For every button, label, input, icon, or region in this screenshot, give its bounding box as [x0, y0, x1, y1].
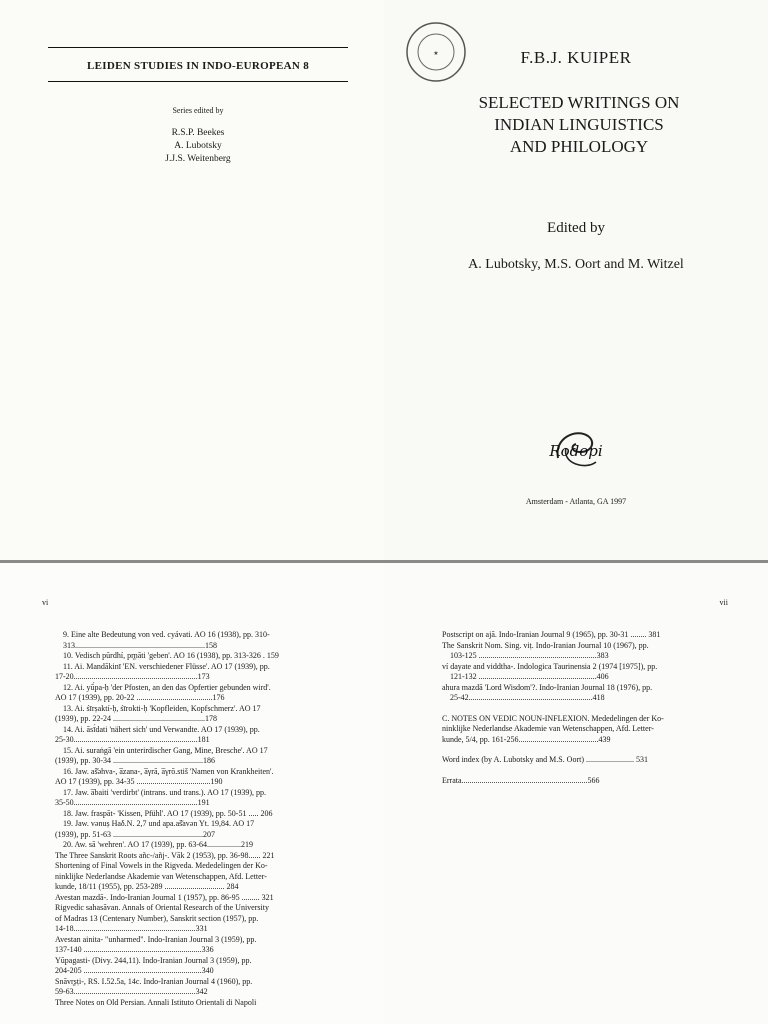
- toc-entry: 25-30..............................................................181: [55, 735, 210, 744]
- svg-text:Rodopi: Rodopi: [549, 442, 603, 460]
- toc-entry: (1939), pp. 22-24 ..............................................178: [55, 714, 217, 723]
- toc-entry: Postscript on ajā. Indo-Iranian Journal 9 (1965), pp. 30-31 ........ 381: [442, 630, 661, 639]
- toc-entry: [442, 745, 727, 755]
- toc-entry: [442, 704, 727, 714]
- series-edited-by: Series edited by: [172, 106, 224, 115]
- toc-entry: 18. Jaw. fraspāt- 'Kissen, Pfühl'. AO 17 (1939), pp. 50-51 ..... 206: [63, 808, 273, 818]
- edited-by-label: Edited by: [547, 220, 605, 236]
- toc-entry: of Madras 13 (Centenary Number), Sanskrit section (1957), pp.: [55, 913, 259, 923]
- toc-entry: 20. Aw. sā 'wehren'. AO 17 (1939), pp. 63-64.................219: [63, 840, 254, 849]
- toc-entry: 12. Ai. yū́pa-ḥ 'der Pfosten, an den das Opfertier gebunden wird'.: [63, 682, 271, 692]
- series-title: LEIDEN STUDIES IN INDO-EUROPEAN 8: [87, 60, 309, 72]
- toc-entry: 313.................................................................158: [63, 640, 217, 650]
- toc-entry: kunde, 18/11 (1955), pp. 253-289 .............................. 284: [55, 882, 239, 891]
- toc-entry: AO 17 (1939), pp. 20-22 ......................................176: [55, 693, 225, 702]
- toc-entry: 137-140 ...........................................................336: [55, 945, 214, 954]
- series-editor: J.J.S. Weitenberg: [165, 154, 231, 164]
- toc-entry: 14. Ai. āsī́dati 'nähert sich' und Verwandte. AO 17 (1939), pp.: [63, 724, 260, 734]
- toc-entry: Yūpagasti- (Divy. 244,11). Indo-Iranian Journal 3 (1959), pp.: [55, 955, 252, 965]
- toc-entry: 11. Ai. Mandākinī 'EN. verschiedener Flüsse'. AO 17 (1939), pp.: [63, 661, 270, 671]
- toc-entry: The Sanskrit Nom. Sing. viṭ. Indo-Iranian Journal 10 (1967), pp.: [442, 640, 649, 650]
- page-number: vi: [42, 598, 49, 607]
- page-number: vii: [719, 598, 728, 607]
- toc-entry: 16. Jaw. aš̌əhva-, a̅zana-, a̅γrā, a̅γrō.stiš 'Namen von Krankheiten'.: [63, 766, 274, 776]
- toc-entry: ví dayate and viddtha-. Indologica Taurinensia 2 (1974 [1975]), pp.: [442, 661, 658, 671]
- book-editors: A. Lubotsky, M.S. Oort and M. Witzel: [468, 257, 684, 272]
- series-page: [0, 0, 384, 562]
- toc-entry: 103-125 ...........................................................383: [450, 651, 609, 660]
- toc-entry: ninklijke Nederlandse Akademie van Wetenschappen, Afd. Letter-: [442, 724, 654, 733]
- toc-entry: 35-50..............................................................191: [55, 798, 210, 807]
- toc-entry: 204-205 ...........................................................340: [55, 966, 214, 975]
- toc-list: [442, 630, 727, 786]
- toc-entry: C. NOTES ON VEDIC NOUN-INFLEXION. Mededelingen der Ko-: [442, 713, 664, 723]
- toc-list: [55, 630, 340, 1008]
- toc-entry: 25-42..............................................................418: [450, 693, 605, 702]
- spread-divider: [0, 560, 768, 563]
- toc-entry: Three Notes on Old Persian. Annali Istituto Orientali di Napoli: [55, 997, 257, 1007]
- bottom-rule: [48, 81, 348, 82]
- rodopi-logo-icon: [536, 418, 616, 482]
- toc-entry: 121-132 ...........................................................406: [450, 672, 609, 681]
- toc-entry: 15. Ai. suraṅgā 'ein unterirdischer Gang, Mine, Bresche'. AO 17: [63, 745, 268, 755]
- toc-entry: 19. Jaw. vənuṣ Haδ.N. 2,7 und apa.aš̌avən Yt. 19,84. AO 17: [63, 819, 255, 828]
- toc-entry: ahura mazdā 'Lord Wisdom'?. Indo-Iranian Journal 18 (1976), pp.: [442, 682, 653, 692]
- series-editor: A. Lubotsky: [174, 141, 222, 151]
- toc-entry: Shortening of Final Vowels in the Rigveda. Mededelingen der Ko-: [55, 861, 268, 870]
- toc-entry: kunde, 5/4, pp. 161-256........................................439: [442, 734, 611, 744]
- toc-entry: AO 17 (1939), pp. 34-35 .....................................190: [55, 777, 223, 786]
- toc-entry: 17. Jaw. a̅baiti 'verdirbt' (intrans. und trans.). AO 17 (1939), pp.: [63, 787, 266, 797]
- book-title-line: AND PHILOLOGY: [509, 137, 649, 156]
- book-title: [444, 92, 714, 158]
- toc-entry: 59-63.............................................................342: [55, 987, 208, 996]
- series-editor: R.S.P. Beekes: [171, 128, 225, 138]
- toc-entry: 14-18.............................................................331: [55, 924, 208, 933]
- toc-entry: Snāvr̥ṣṭi-, RS. I.52.5a, 14c. Indo-Iranian Journal 4 (1960), pp.: [55, 976, 253, 986]
- toc-entry: Errata...............................................................566: [442, 775, 600, 785]
- toc-entry: 10. Vedisch pūrdhí, pr̥ṇāti 'geben'. AO 16 (1938), pp. 313-326 . 159: [63, 651, 279, 660]
- book-title-line: INDIAN LINGUISTICS: [494, 115, 664, 134]
- book-title-line: SELECTED WRITINGS ON: [478, 93, 680, 112]
- toc-entry: 17-20..............................................................173: [55, 672, 210, 681]
- contents-page-vi: [0, 562, 384, 1024]
- toc-entry: (1939), pp. 51-63 .............................................207: [55, 829, 215, 839]
- top-rule: [48, 47, 348, 48]
- contents-page-vii: [384, 562, 768, 1024]
- toc-entry: (1939), pp. 30-34 .............................................186: [55, 756, 215, 765]
- toc-entry: 9. Eine alte Bedeutung von ved. cyávati. AO 16 (1938), pp. 310-: [63, 630, 270, 639]
- title-page: [384, 0, 768, 562]
- toc-entry: Rigvedic sahasāvan. Annals of Oriental Research of the University: [55, 903, 269, 912]
- toc-entry: ninklijke Nederlandse Akademie van Wetenschappen, Afd. Letter-: [55, 871, 267, 881]
- toc-entry: 13. Ai. śīrṣaktí-ḥ, śīrokti-ḥ 'Kopfleiden, Kopfschmerz'. AO 17: [63, 703, 261, 713]
- toc-entry: Avestan ainita- "unharmed". Indo-Iranian Journal 3 (1959), pp.: [55, 934, 257, 944]
- toc-entry: [442, 766, 727, 776]
- svg-text:★: ★: [433, 50, 439, 57]
- toc-entry: Avestan mazdā-. Indo-Iranian Journal 1 (1957), pp. 86-95 ......... 321: [55, 892, 274, 902]
- toc-entry: Word index (by A. Lubotsky and M.S. Oort) ........................ 531: [442, 755, 649, 764]
- toc-entry: The Three Sanskrit Roots añc-/añj-. Vāk 2 (1953), pp. 36-98...... 221: [55, 850, 275, 860]
- publisher-place-date: Amsterdam - Atlanta, GA 1997: [525, 497, 627, 506]
- series-editors: [48, 127, 348, 166]
- book-author: F.B.J. KUIPER: [520, 48, 632, 67]
